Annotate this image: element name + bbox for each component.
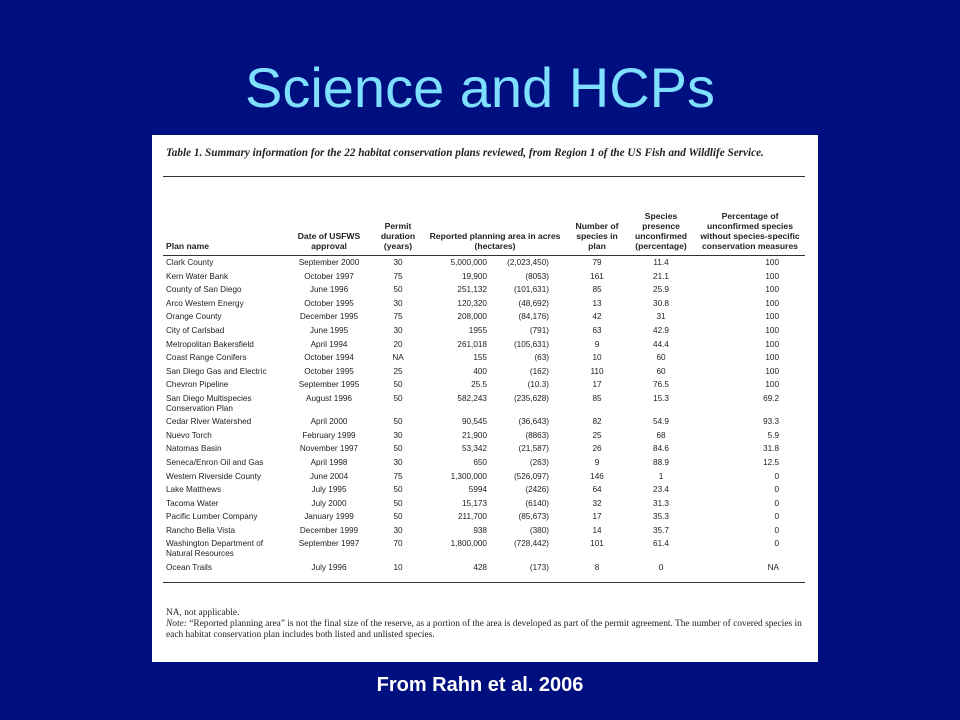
without-measures-pct-cell: 100 (765, 258, 780, 267)
area-hectares-cell: (526,097) (513, 471, 550, 481)
header-plan-name: Plan name (163, 179, 285, 256)
table-row (163, 442, 805, 456)
area-hectares-cell: (63) (534, 353, 550, 363)
area-hectares-cell: (8863) (525, 430, 550, 440)
area-acres-cell: 21,900 (461, 430, 487, 440)
area-acres-cell: 582,243 (457, 393, 487, 403)
approval-date-cell: October 1994 (304, 353, 354, 363)
area-hectares-cell: (380) (529, 525, 550, 535)
permit-duration-cell: 75 (393, 471, 403, 481)
species-count-cell: 9 (594, 339, 600, 349)
species-count-cell: 82 (592, 417, 602, 427)
plan-name-cell: Rancho Bella Vista (166, 525, 236, 535)
species-count-cell: 8 (567, 561, 627, 583)
approval-date-cell: October 1997 (304, 271, 354, 281)
permit-duration-cell: NA (392, 353, 404, 363)
plan-name-cell: Metropolitan Bakersfield (166, 339, 254, 349)
permit-duration-cell: 75 (393, 312, 403, 322)
table-row (163, 324, 805, 338)
table-row (163, 415, 805, 429)
area-acres-cell: 211,700 (458, 512, 487, 522)
unconfirmed-pct-cell: 21.1 (653, 271, 669, 281)
without-measures-pct-cell: 100 (765, 285, 780, 295)
permit-duration-cell: 30 (393, 430, 403, 440)
header-area: Reported planning area in acres (hectares) (423, 179, 567, 256)
plan-name-cell: San Diego Gas and Electric (166, 366, 267, 376)
unconfirmed-pct-cell: 76.5 (653, 380, 669, 390)
table-row (163, 256, 805, 270)
approval-date-cell: June 2004 (309, 471, 349, 481)
header-unconfirmed: Species presence unconfirmed (percentage) (627, 179, 695, 256)
table-row (163, 561, 805, 583)
without-measures-pct-cell: 93.3 (763, 417, 780, 427)
area-acres-cell: 650 (473, 457, 487, 467)
area-hectares-cell: (2426) (525, 485, 550, 495)
note-na: NA, not applicable. (166, 608, 240, 618)
area-acres-cell: 428 (423, 561, 489, 583)
unconfirmed-pct-cell: 88.9 (653, 457, 669, 467)
permit-duration-cell: 25 (393, 366, 403, 376)
table-row (163, 537, 805, 560)
permit-duration-cell: 50 (393, 444, 403, 454)
unconfirmed-pct-cell: 84.6 (653, 444, 669, 454)
without-measures-pct-cell: NA (695, 561, 805, 583)
permit-duration-cell: 10 (373, 561, 423, 583)
permit-duration-cell: 50 (393, 512, 403, 522)
area-acres-cell: 208,000 (457, 312, 487, 322)
approval-date-cell: April 1998 (310, 457, 348, 467)
area-hectares-cell: (105,631) (513, 339, 550, 349)
area-acres-cell: 90,545 (461, 417, 487, 427)
approval-date-cell: January 1999 (304, 512, 354, 522)
approval-date-cell: July 1996 (285, 561, 373, 583)
unconfirmed-pct-cell: 15.3 (653, 393, 669, 403)
table-row (163, 270, 805, 284)
without-measures-pct-cell: 0 (774, 525, 780, 535)
table-row (163, 456, 805, 470)
table-figure (152, 135, 818, 662)
area-hectares-cell: (2,023,450) (507, 258, 550, 267)
area-acres-cell: 400 (473, 366, 487, 376)
area-acres-cell: 120,320 (457, 298, 487, 308)
area-hectares-cell: (48,692) (518, 298, 550, 308)
unconfirmed-pct-cell: 30.8 (653, 298, 669, 308)
permit-duration-cell: 50 (393, 498, 403, 508)
unconfirmed-pct-cell: 23.4 (653, 485, 669, 495)
approval-date-cell: December 1999 (299, 525, 359, 535)
plan-name-cell: Orange County (166, 312, 222, 322)
slide-title: Science and HCPs (244, 56, 715, 119)
without-measures-pct-cell: 100 (765, 353, 780, 363)
without-measures-pct-cell: 0 (774, 539, 780, 549)
header-duration: Permit duration (years) (373, 179, 423, 256)
area-hectares-cell: (235,628) (513, 393, 550, 403)
approval-date-cell: December 1995 (299, 312, 359, 322)
unconfirmed-pct-cell: 35.7 (653, 525, 669, 535)
table-row (163, 283, 805, 297)
species-count-cell: 146 (590, 471, 604, 481)
permit-duration-cell: 30 (393, 258, 403, 267)
without-measures-pct-cell: 12.5 (763, 457, 780, 467)
area-acres-cell: 155 (473, 353, 487, 363)
plan-name-cell: Western Riverside County (166, 471, 261, 481)
without-measures-pct-cell: 100 (765, 339, 780, 349)
unconfirmed-pct-cell: 31 (656, 312, 666, 322)
permit-duration-cell: 50 (393, 285, 403, 295)
without-measures-pct-cell: 0 (774, 485, 780, 495)
area-acres-cell: 25.5 (471, 380, 487, 390)
area-hectares-cell: (8053) (525, 271, 550, 281)
header-without-measures: Percentage of unconfirmed species without species-specific conservation measures (695, 179, 805, 256)
area-acres-cell: 19,900 (461, 271, 487, 281)
species-count-cell: 85 (592, 285, 602, 295)
species-count-cell: 101 (590, 539, 604, 549)
table-row (163, 429, 805, 443)
permit-duration-cell: 30 (393, 325, 403, 335)
area-hectares-cell: (10.3) (527, 380, 550, 390)
without-measures-pct-cell: 100 (765, 298, 780, 308)
unconfirmed-pct-cell: 60 (656, 366, 666, 376)
table-row (163, 310, 805, 324)
approval-date-cell: February 1999 (302, 430, 356, 440)
area-hectares-cell: (21,587) (518, 444, 550, 454)
plan-name-cell: Washington Department of Natural Resources (166, 539, 264, 559)
table-row (163, 378, 805, 392)
area-hectares-cell: (263) (529, 457, 550, 467)
unconfirmed-pct-cell: 1 (658, 471, 664, 481)
approval-date-cell: June 1995 (309, 325, 349, 335)
plan-name-cell: County of San Diego (166, 285, 242, 295)
plan-name-cell: Tacoma Water (166, 498, 219, 508)
unconfirmed-pct-cell: 35.3 (653, 512, 669, 522)
species-count-cell: 25 (592, 430, 602, 440)
species-count-cell: 42 (592, 312, 602, 322)
permit-duration-cell: 50 (393, 417, 403, 427)
plan-name-cell: Kern Water Bank (166, 271, 229, 281)
approval-date-cell: September 2000 (298, 258, 360, 267)
area-hectares-cell: (84,176) (518, 312, 550, 322)
table-row (163, 510, 805, 524)
area-acres-cell: 1,800,000 (450, 539, 487, 549)
area-hectares-cell: (6140) (525, 498, 550, 508)
table-row (163, 365, 805, 379)
area-hectares-cell: (85,673) (518, 512, 550, 522)
approval-date-cell: August 1996 (306, 393, 352, 403)
table-row (163, 297, 805, 311)
without-measures-pct-cell: 100 (765, 380, 780, 390)
summary-table (163, 179, 805, 583)
table-header-row (163, 179, 805, 256)
without-measures-pct-cell: 0 (774, 471, 780, 481)
area-acres-cell: 251,132 (457, 285, 487, 295)
plan-name-cell: Arco Western Energy (166, 298, 244, 308)
plan-name-cell: Seneca/Enron Oil and Gas (166, 457, 264, 467)
header-species: Number of species in plan (567, 179, 627, 256)
plan-name-cell: Pacific Lumber Company (166, 512, 258, 522)
unconfirmed-pct-cell: 25.9 (653, 285, 669, 295)
area-hectares-cell: (173) (489, 561, 567, 583)
approval-date-cell: April 2000 (310, 417, 348, 427)
area-acres-cell: 53,342 (461, 444, 487, 454)
plan-name-cell: Nuevo Torch (166, 430, 212, 440)
approval-date-cell: June 1996 (309, 285, 349, 295)
unconfirmed-pct-cell: 0 (627, 561, 695, 583)
area-hectares-cell: (36,643) (518, 417, 550, 427)
approval-date-cell: September 1997 (298, 539, 360, 549)
area-acres-cell: 15,173 (461, 498, 487, 508)
header-date: Date of USFWS approval (285, 179, 373, 256)
approval-date-cell: July 1995 (311, 485, 347, 495)
unconfirmed-pct-cell: 61.4 (653, 539, 669, 549)
permit-duration-cell: 75 (393, 271, 403, 281)
plan-name-cell: Cedar River Watershed (166, 417, 252, 427)
approval-date-cell: April 1994 (310, 339, 348, 349)
unconfirmed-pct-cell: 31.3 (653, 498, 669, 508)
top-rule (163, 176, 805, 177)
species-count-cell: 9 (594, 457, 600, 467)
approval-date-cell: July 2000 (311, 498, 347, 508)
without-measures-pct-cell: 31.8 (763, 444, 780, 454)
approval-date-cell: October 1995 (304, 366, 354, 376)
species-count-cell: 79 (592, 258, 602, 267)
species-count-cell: 14 (592, 525, 602, 535)
table-notes (166, 608, 806, 642)
permit-duration-cell: 50 (393, 380, 403, 390)
note-text: “Reported planning area” is not the final size of the reserve, as a portion of the area is developed as part of the permit agreement. The number of covered species in each habitat conservation plan includes both listed and unlisted species. (166, 619, 802, 641)
species-count-cell: 26 (592, 444, 602, 454)
permit-duration-cell: 30 (393, 457, 403, 467)
table-caption: Table 1. Summary information for the 22 habitat conservation plans reviewed, from Region 1 of the US Fish and Wildlife Service. (166, 147, 764, 159)
species-count-cell: 13 (592, 298, 602, 308)
plan-name-cell: Natomas Basin (166, 444, 222, 454)
species-count-cell: 63 (592, 325, 602, 335)
plan-name-cell: Clark County (166, 258, 214, 267)
area-acres-cell: 938 (473, 525, 487, 535)
species-count-cell: 161 (590, 271, 604, 281)
note-label: Note: (166, 619, 187, 630)
approval-date-cell: October 1995 (304, 298, 354, 308)
table-row (163, 351, 805, 365)
plan-name-cell: Chevron Pipeline (166, 380, 229, 390)
without-measures-pct-cell: 100 (765, 312, 780, 322)
without-measures-pct-cell: 69.2 (763, 393, 780, 403)
plan-name-cell: Coast Range Conifers (166, 353, 247, 363)
table-row (163, 524, 805, 538)
plan-name-cell: Lake Matthews (166, 485, 222, 495)
without-measures-pct-cell: 0 (774, 512, 780, 522)
area-acres-cell: 1,300,000 (450, 471, 487, 481)
species-count-cell: 17 (592, 380, 602, 390)
permit-duration-cell: 50 (393, 485, 403, 495)
area-acres-cell: 261,018 (457, 339, 487, 349)
area-acres-cell: 1955 (468, 325, 487, 335)
table-row (163, 392, 805, 415)
permit-duration-cell: 30 (393, 298, 403, 308)
without-measures-pct-cell: 0 (774, 498, 780, 508)
area-hectares-cell: (791) (529, 325, 550, 335)
unconfirmed-pct-cell: 44.4 (653, 339, 669, 349)
unconfirmed-pct-cell: 11.4 (653, 258, 669, 267)
permit-duration-cell: 30 (393, 525, 403, 535)
species-count-cell: 85 (592, 393, 602, 403)
table-row (163, 497, 805, 511)
unconfirmed-pct-cell: 60 (656, 353, 666, 363)
source-citation: From Rahn et al. 2006 (376, 674, 584, 696)
unconfirmed-pct-cell: 42.9 (653, 325, 669, 335)
permit-duration-cell: 50 (393, 393, 403, 403)
approval-date-cell: November 1997 (299, 444, 359, 454)
permit-duration-cell: 70 (393, 539, 403, 549)
species-count-cell: 17 (592, 512, 602, 522)
without-measures-pct-cell: 100 (765, 366, 780, 376)
without-measures-pct-cell: 100 (765, 325, 780, 335)
area-hectares-cell: (101,631) (513, 285, 550, 295)
permit-duration-cell: 20 (393, 339, 403, 349)
area-hectares-cell: (162) (529, 366, 550, 376)
plan-name-cell: San Diego Multispecies Conservation Plan (166, 393, 252, 413)
area-acres-cell: 5,000,000 (450, 258, 487, 267)
without-measures-pct-cell: 100 (765, 271, 780, 281)
species-count-cell: 110 (590, 366, 604, 376)
species-count-cell: 32 (592, 498, 602, 508)
unconfirmed-pct-cell: 68 (656, 430, 666, 440)
plan-name-cell: City of Carlsbad (166, 325, 225, 335)
species-count-cell: 64 (592, 485, 602, 495)
table-row (163, 483, 805, 497)
table-row (163, 470, 805, 484)
plan-name-cell: Ocean Trails (163, 561, 285, 583)
species-count-cell: 10 (592, 353, 602, 363)
area-hectares-cell: (728,442) (513, 539, 550, 549)
note-planning-area (166, 619, 806, 641)
unconfirmed-pct-cell: 54.9 (653, 417, 669, 427)
without-measures-pct-cell: 5.9 (767, 430, 780, 440)
table-row (163, 338, 805, 352)
approval-date-cell: September 1995 (298, 380, 360, 390)
area-acres-cell: 5994 (468, 485, 487, 495)
